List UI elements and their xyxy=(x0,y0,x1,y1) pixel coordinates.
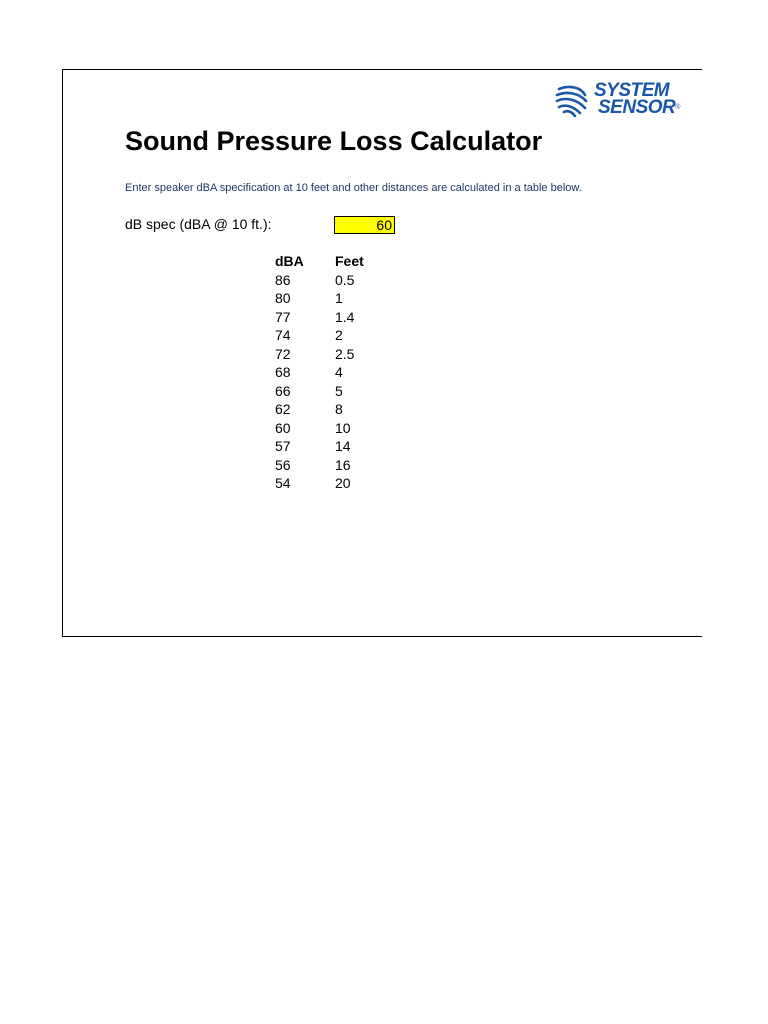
table-body xyxy=(275,271,395,493)
registered-mark: ® xyxy=(675,104,680,111)
cell-dba: 72 xyxy=(275,345,291,362)
header-dba: dBA xyxy=(275,253,304,269)
table-row xyxy=(275,419,395,438)
cell-feet: 5 xyxy=(335,382,343,399)
cell-dba: 54 xyxy=(275,475,291,491)
logo-line-2-text: SENSOR xyxy=(598,97,676,118)
cell-dba: 74 xyxy=(275,327,291,343)
logo-line-2 xyxy=(594,99,680,116)
instructions-text: Enter speaker dBA specification at 10 feet and other distances are calculated in a table below. xyxy=(125,182,582,194)
spec-label: dB spec (dBA @ 10 ft.): xyxy=(125,216,272,232)
db-spec-input[interactable] xyxy=(334,216,395,234)
cell-feet: 8 xyxy=(335,401,343,417)
dba-feet-table xyxy=(275,252,395,493)
cell-dba: 60 xyxy=(275,419,291,436)
table-row xyxy=(275,326,395,345)
cell-dba: 62 xyxy=(275,401,291,417)
cell-feet: 0.5 xyxy=(335,271,355,288)
header-feet: Feet xyxy=(335,253,364,269)
system-sensor-logo xyxy=(553,81,693,119)
cell-dba: 66 xyxy=(275,382,291,399)
cell-feet: 2 xyxy=(335,327,343,343)
cell-dba: 68 xyxy=(275,364,291,380)
logo-swirl-icon xyxy=(553,81,591,119)
page-title: Sound Pressure Loss Calculator xyxy=(125,126,543,156)
cell-feet: 4 xyxy=(335,364,343,380)
cell-feet: 1 xyxy=(335,290,343,306)
table-row xyxy=(275,382,395,401)
cell-dba: 80 xyxy=(275,290,291,306)
table-row xyxy=(275,437,395,456)
cell-feet: 2.5 xyxy=(335,345,355,362)
table-row xyxy=(275,363,395,382)
table-header-row xyxy=(275,252,395,271)
cell-dba: 86 xyxy=(275,271,291,288)
cell-dba: 77 xyxy=(275,308,291,325)
table-row xyxy=(275,289,395,308)
cell-dba: 56 xyxy=(275,456,291,473)
cell-feet: 10 xyxy=(335,419,351,436)
cell-feet: 1.4 xyxy=(335,308,355,325)
table-row xyxy=(275,308,395,327)
table-row xyxy=(275,271,395,290)
cell-feet: 16 xyxy=(335,456,351,473)
table-row xyxy=(275,456,395,475)
cell-feet: 14 xyxy=(335,438,351,454)
table-row xyxy=(275,400,395,419)
cell-dba: 57 xyxy=(275,438,291,454)
table-row xyxy=(275,474,395,493)
logo-wordmark xyxy=(594,82,680,116)
cell-feet: 20 xyxy=(335,475,351,491)
logo-line-1: SYSTEM xyxy=(594,80,670,101)
table-row xyxy=(275,345,395,364)
